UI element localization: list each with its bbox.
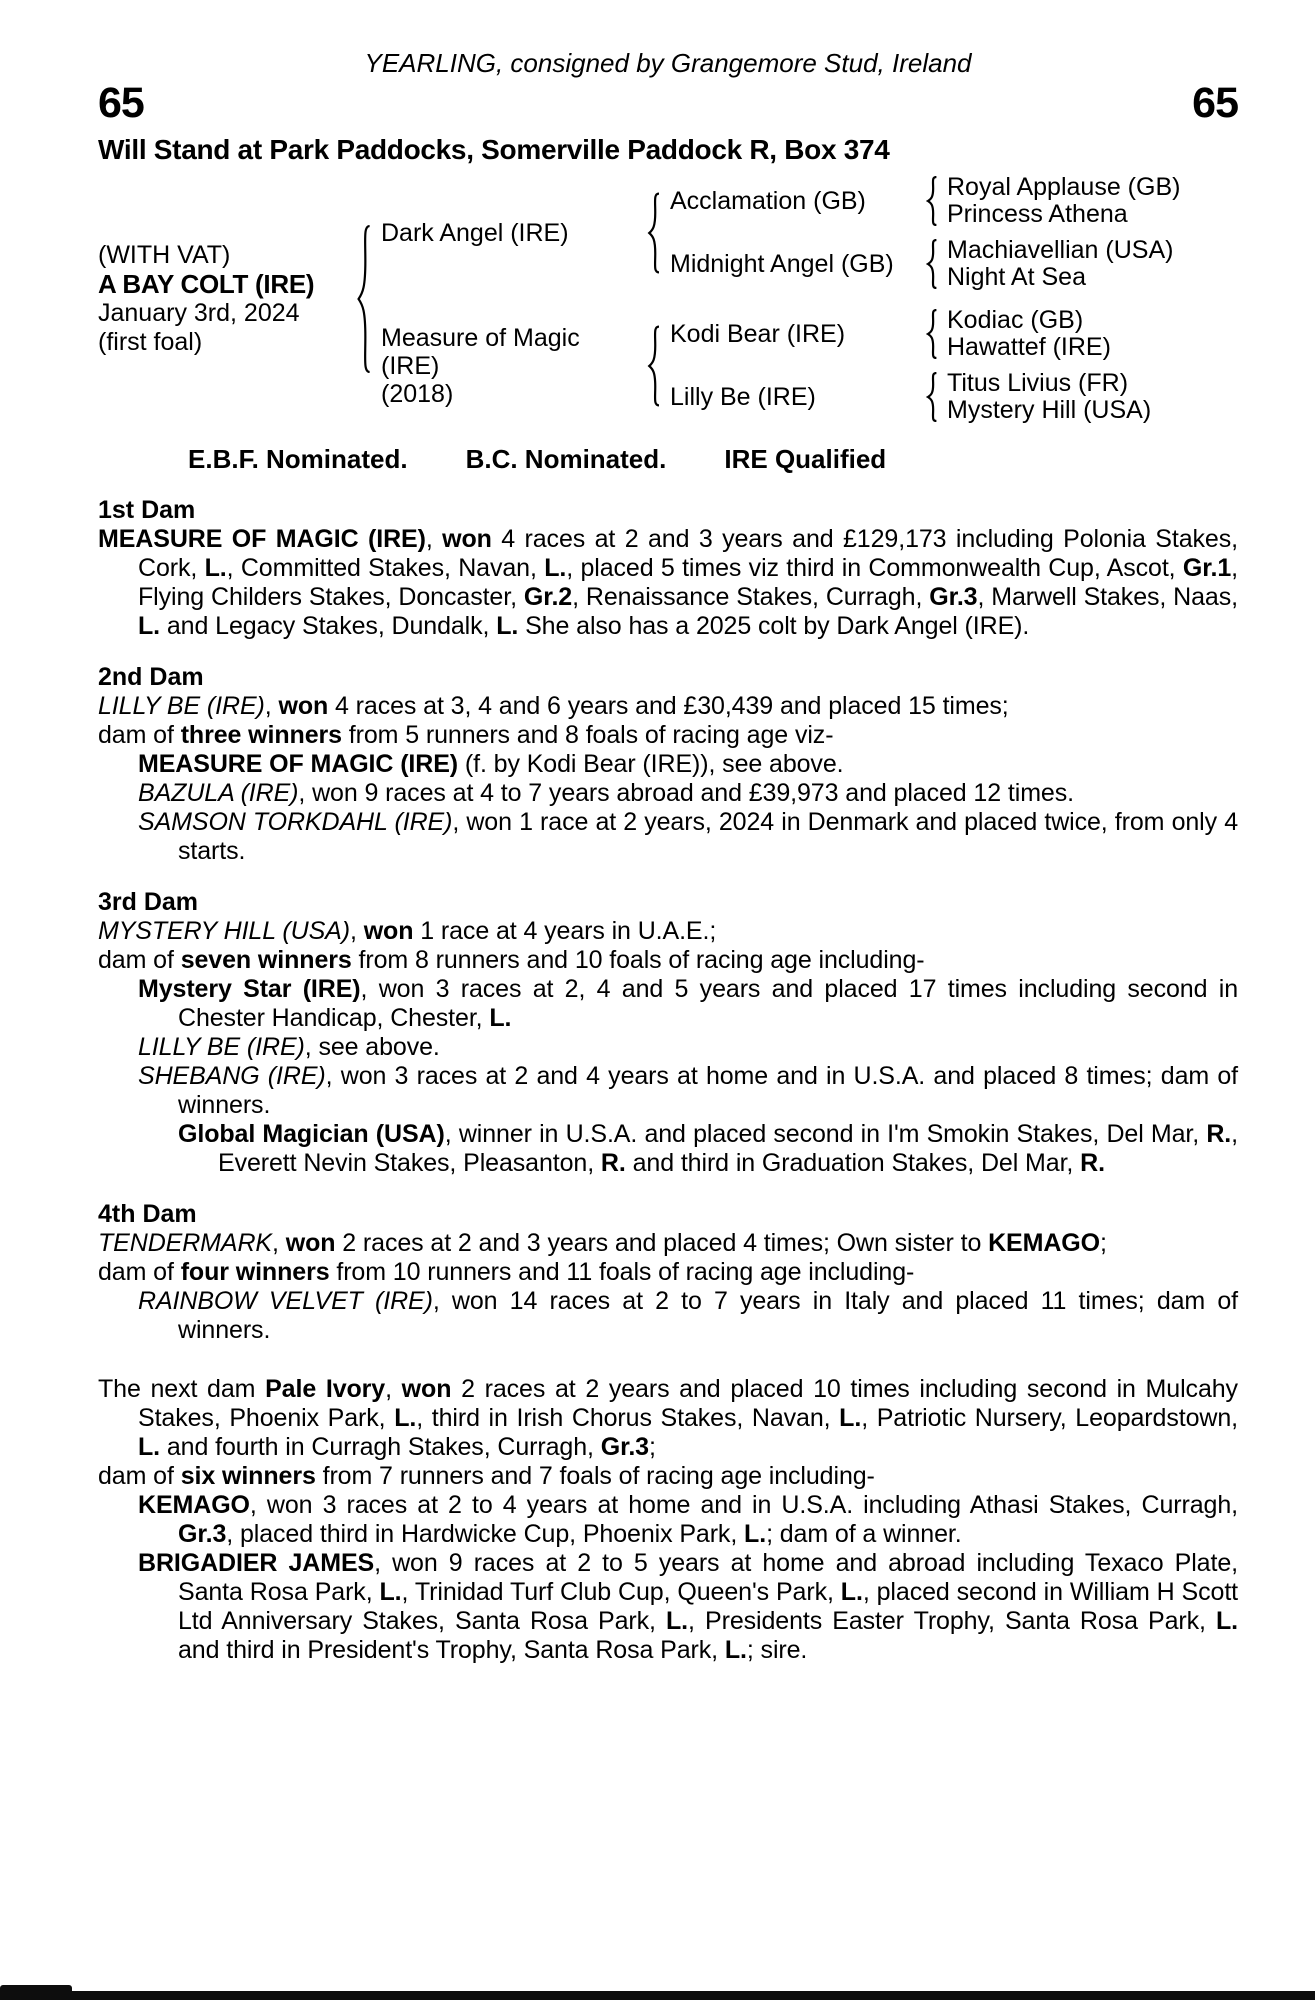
vat-note: (WITH VAT)	[98, 241, 231, 269]
lot-number-row	[98, 80, 1238, 132]
dam-section-3	[98, 888, 1238, 1178]
dam-sire-name: Kodi Bear (IRE)	[670, 320, 846, 348]
great-granddam-name: Mystery Hill (USA)	[947, 396, 1152, 424]
consignor-line: YEARLING, consigned by Grangemore Stud, Ireland	[364, 48, 972, 78]
dam-branch	[381, 307, 1180, 424]
brace-icon	[647, 325, 662, 407]
sire-name-text: Dark Angel (IRE)	[381, 218, 569, 247]
nominations-row	[188, 444, 1238, 474]
ebf-nominated-label: E.B.F. Nominated.	[188, 444, 408, 474]
sire-name	[381, 219, 639, 247]
dam-dam-branch	[670, 370, 1151, 424]
next-dam-section	[98, 1375, 1238, 1665]
progeny-entry: Global Magician (USA), winner in U.S.A. and placed second in I'm Smokin Stakes, Del Mar, R., Everett Nevin Stakes, Pleasanton, R. and third in Graduation Stakes, Del Mar, R.	[178, 1120, 1239, 1177]
great-grandparents	[947, 174, 1180, 228]
brace-icon	[926, 309, 939, 359]
section-heading: 4th Dam	[98, 1200, 197, 1228]
pedigree-table	[98, 174, 1238, 424]
sire-dam-branch	[670, 237, 1180, 291]
sire-branch	[381, 174, 1180, 291]
pedigree-paragraph: LILLY BE (IRE), won 4 races at 3, 4 and 6 years and £30,439 and placed 15 times;	[98, 692, 1009, 720]
sire-dam-name: Midnight Angel (GB)	[670, 250, 894, 278]
dam-name-text: Measure of Magic (IRE)	[381, 323, 580, 380]
great-grandsire-name: Titus Livius (FR)	[947, 369, 1129, 397]
dam-section-2	[98, 663, 1238, 866]
progeny-entry: Mystery Star (IRE), won 3 races at 2, 4 and 5 years and placed 17 times including second in Chester Handicap, Chester, L.	[138, 975, 1239, 1032]
dam-year-text: (2018)	[381, 379, 454, 408]
great-grandsire-name: Machiavellian (USA)	[947, 236, 1174, 264]
dam-sire-branch	[670, 307, 1151, 361]
sire-sire-branch	[670, 174, 1180, 228]
section-heading: 3rd Dam	[98, 888, 199, 916]
scan-edge-corner	[0, 1985, 72, 2000]
progeny-entry: SHEBANG (IRE), won 3 races at 2 and 4 years at home and in U.S.A. and placed 8 times; dam of winners.	[138, 1062, 1238, 1119]
great-grandsire-name: Kodiac (GB)	[947, 306, 1084, 334]
progeny-entry: MEASURE OF MAGIC (IRE) (f. by Kodi Bear (IRE)), see above.	[138, 750, 844, 778]
dam-grandparents	[670, 307, 1151, 424]
progeny-entry: BAZULA (IRE), won 9 races at 4 to 7 years abroad and £39,973 and placed 12 times.	[138, 779, 1074, 807]
progeny-entry: KEMAGO, won 3 races at 2 to 4 years at home and in U.S.A. including Athasi Stakes, Curragh, Gr.3, placed third in Hardwicke Cup, Phoenix Park, L.; dam of a winner.	[138, 1491, 1238, 1548]
ire-qualified-label: IRE Qualified	[724, 444, 887, 474]
lot-number-right: 65	[1192, 79, 1238, 127]
dam-section-4	[98, 1200, 1238, 1345]
progeny-entry: SAMSON TORKDAHL (IRE), won 1 race at 2 years, 2024 in Denmark and placed twice, from only 4 starts.	[138, 808, 1239, 865]
progeny-entry: BRIGADIER JAMES, won 9 races at 2 to 5 years at home and abroad including Texaco Plate, Santa Rosa Park, L., Trinidad Turf Club Cup, Queen's Park, L., placed second in William H Scott Ltd Anniversary Stakes, Santa Rosa Park, L., Presidents Easter Trophy, Santa Rosa Park, L. and third in President's Trophy, Santa Rosa Park, L.; sire.	[138, 1549, 1239, 1664]
pedigree-paragraph: The next dam Pale Ivory, won 2 races at 2 years and placed 10 times including second in Mulcahy Stakes, Phoenix Park, L., third in Irish Chorus Stakes, Navan, L., Patriotic Nursery, Leopardstown, L. and fourth in Curragh Stakes, Curragh, Gr.3;	[98, 1375, 1238, 1461]
foal-note: (first foal)	[98, 328, 203, 356]
sire-sire-name: Acclamation (GB)	[670, 187, 866, 215]
dam-section-1	[98, 496, 1238, 641]
pedigree-paragraph: MYSTERY HILL (USA), won 1 race at 4 years in U.A.E.;	[98, 917, 717, 945]
brace-icon	[356, 223, 373, 375]
lot-number-left: 65	[98, 79, 144, 127]
bc-nominated-label: B.C. Nominated.	[465, 444, 667, 474]
dam-name	[381, 324, 639, 408]
great-grandsire-name: Royal Applause (GB)	[947, 173, 1181, 201]
dam-dam-name: Lilly Be (IRE)	[670, 383, 816, 411]
progeny-entry: RAINBOW VELVET (IRE), won 14 races at 2 to 7 years in Italy and placed 11 times; dam of winners.	[138, 1287, 1238, 1344]
great-grandparents	[947, 307, 1111, 361]
pedigree-paragraph: TENDERMARK, won 2 races at 2 and 3 years and placed 4 times; Own sister to KEMAGO;	[98, 1229, 1107, 1257]
pedigree-paragraph: dam of seven winners from 8 runners and 10 foals of racing age including-	[98, 946, 925, 974]
great-granddam-name: Princess Athena	[947, 200, 1128, 228]
stand-location-line: Will Stand at Park Paddocks, Somerville Paddock R, Box 374	[98, 134, 890, 165]
brace-icon	[926, 239, 939, 289]
generation-1-column	[381, 174, 1180, 424]
great-granddam-name: Night At Sea	[947, 263, 1086, 291]
brace-icon	[647, 192, 662, 274]
sire-grandparents	[670, 174, 1180, 291]
pedigree-paragraph: dam of four winners from 10 runners and 11 foals of racing age including-	[98, 1258, 915, 1286]
great-grandparents	[947, 237, 1173, 291]
colt-details	[98, 241, 348, 357]
great-granddam-name: Hawattef (IRE)	[947, 333, 1111, 361]
pedigree-paragraph: MEASURE OF MAGIC (IRE), won 4 races at 2 and 3 years and £129,173 including Polonia Stakes, Cork, L., Committed Stakes, Navan, L., placed 5 times viz third in Commonwealth Cup, Ascot, Gr.1, Flying Childers Stakes, Doncaster, Gr.2, Renaissance Stakes, Curragh, Gr.3, Marwell Stakes, Naas, L. and Legacy Stakes, Dundalk, L. She also has a 2025 colt by Dark Angel (IRE).	[98, 525, 1239, 640]
section-heading: 1st Dam	[98, 496, 196, 524]
pedigree-paragraph: dam of three winners from 5 runners and 8 foals of racing age viz-	[98, 721, 834, 749]
pedigree-paragraph: dam of six winners from 7 runners and 7 foals of racing age including-	[98, 1462, 875, 1490]
scan-edge-strip	[0, 1991, 1315, 2000]
progeny-entry: LILLY BE (IRE), see above.	[138, 1033, 440, 1061]
colt-name: A BAY COLT (IRE)	[98, 269, 315, 299]
brace-icon	[926, 176, 939, 226]
brace-icon	[926, 372, 939, 422]
great-grandparents	[947, 370, 1151, 424]
foal-date: January 3rd, 2024	[98, 299, 300, 327]
section-heading: 2nd Dam	[98, 663, 204, 691]
